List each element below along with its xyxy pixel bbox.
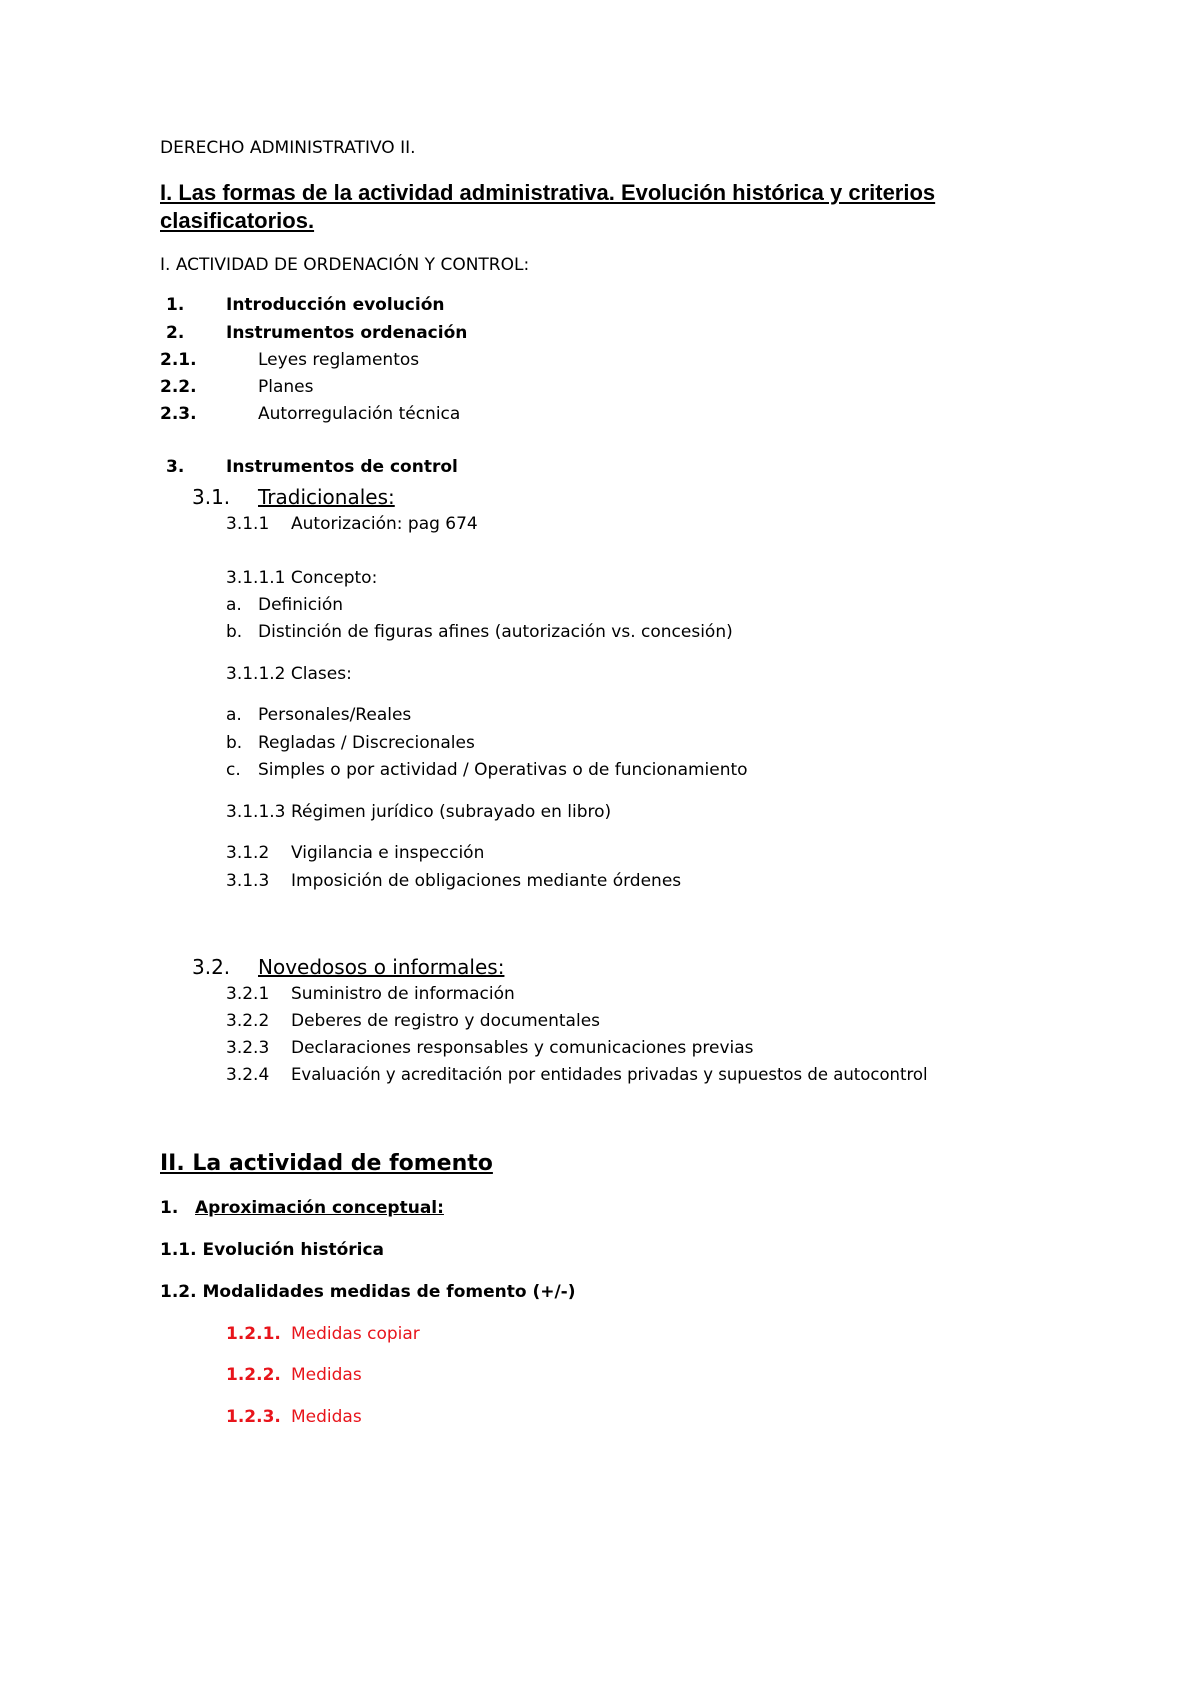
subsection-label: 3.1.1.2 Clases: xyxy=(226,664,352,684)
item-number: 3.2. xyxy=(192,955,231,979)
item-number: 3.1.2 xyxy=(226,843,270,863)
item-text: Evaluación y acreditación por entidades privadas y supuestos de autocontrol xyxy=(291,1065,928,1084)
section-heading: I. ACTIVIDAD DE ORDENACIÓN Y CONTROL: xyxy=(160,255,530,275)
item-number: a. xyxy=(226,595,242,615)
item-text: Planes xyxy=(258,377,314,397)
item-text: Introducción evolución xyxy=(226,295,445,315)
subsection-label: 3.1.1.1 Concepto: xyxy=(226,568,378,588)
item-number: 3.2.1 xyxy=(226,984,270,1004)
item-text: Instrumentos ordenación xyxy=(226,323,468,343)
item-text: Declaraciones responsables y comunicaciones previas xyxy=(291,1038,754,1058)
item-number: 1.2.3. xyxy=(226,1407,281,1427)
subsection-label: 1.1. Evolución histórica xyxy=(160,1240,385,1260)
item-number: 3.1.1.3 xyxy=(226,802,286,822)
item-text: Definición xyxy=(258,595,343,615)
item-text: Aproximación conceptual: xyxy=(195,1198,444,1218)
item-number: 1. xyxy=(160,1198,179,1218)
item-text: Distinción de figuras afines (autorización vs. concesión) xyxy=(258,622,733,642)
item-number: 2. xyxy=(166,323,185,343)
item-number: 3.2.2 xyxy=(226,1011,270,1031)
item-text: Régimen jurídico (subrayado en libro) xyxy=(291,802,612,822)
item-text: Vigilancia e inspección xyxy=(291,843,485,863)
item-text: Novedosos o informales: xyxy=(258,955,505,979)
item-text: Deberes de registro y documentales xyxy=(291,1011,601,1031)
item-text: Imposición de obligaciones mediante órdenes xyxy=(291,871,682,891)
subsection-label: 1.2. Modalidades medidas de fomento (+/-) xyxy=(160,1282,576,1302)
item-number: a. xyxy=(226,705,242,725)
item-number: 3.2.4 xyxy=(226,1065,270,1085)
item-text: Autorregulación técnica xyxy=(258,404,461,424)
document-title: DERECHO ADMINISTRATIVO II. xyxy=(160,138,416,158)
item-text: Medidas copiar xyxy=(291,1324,420,1344)
item-number: b. xyxy=(226,733,243,753)
item-number: 2.3. xyxy=(160,404,197,424)
item-number: 1.2.2. xyxy=(226,1365,281,1385)
item-text: Regladas / Discrecionales xyxy=(258,733,475,753)
item-text: Medidas xyxy=(291,1365,362,1385)
heading-2: II. La actividad de fomento xyxy=(160,1151,493,1176)
item-number: 2.1. xyxy=(160,350,197,370)
item-text: Personales/Reales xyxy=(258,705,412,725)
item-number: 3.1.3 xyxy=(226,871,270,891)
item-text: Instrumentos de control xyxy=(226,457,458,477)
item-number: 2.2. xyxy=(160,377,197,397)
item-text: Leyes reglamentos xyxy=(258,350,420,370)
item-text: Suministro de información xyxy=(291,984,515,1004)
item-text: Tradicionales: xyxy=(258,485,395,509)
heading-1-line-1: I. Las formas de la actividad administrativa. Evolución histórica y criterios xyxy=(160,180,936,205)
item-number: 3. xyxy=(166,457,185,477)
item-number: c. xyxy=(226,760,241,780)
item-number: 1. xyxy=(166,295,185,315)
heading-1-line-2: clasificatorios. xyxy=(160,208,315,233)
item-text: Simples o por actividad / Operativas o de funcionamiento xyxy=(258,760,748,780)
item-text: Autorización: pag 674 xyxy=(291,514,478,534)
item-number: 3.2.3 xyxy=(226,1038,270,1058)
item-number: 1.2.1. xyxy=(226,1324,281,1344)
item-number: b. xyxy=(226,622,243,642)
item-number: 3.1.1 xyxy=(226,514,270,534)
item-number: 3.1. xyxy=(192,485,231,509)
item-text: Medidas xyxy=(291,1407,362,1427)
